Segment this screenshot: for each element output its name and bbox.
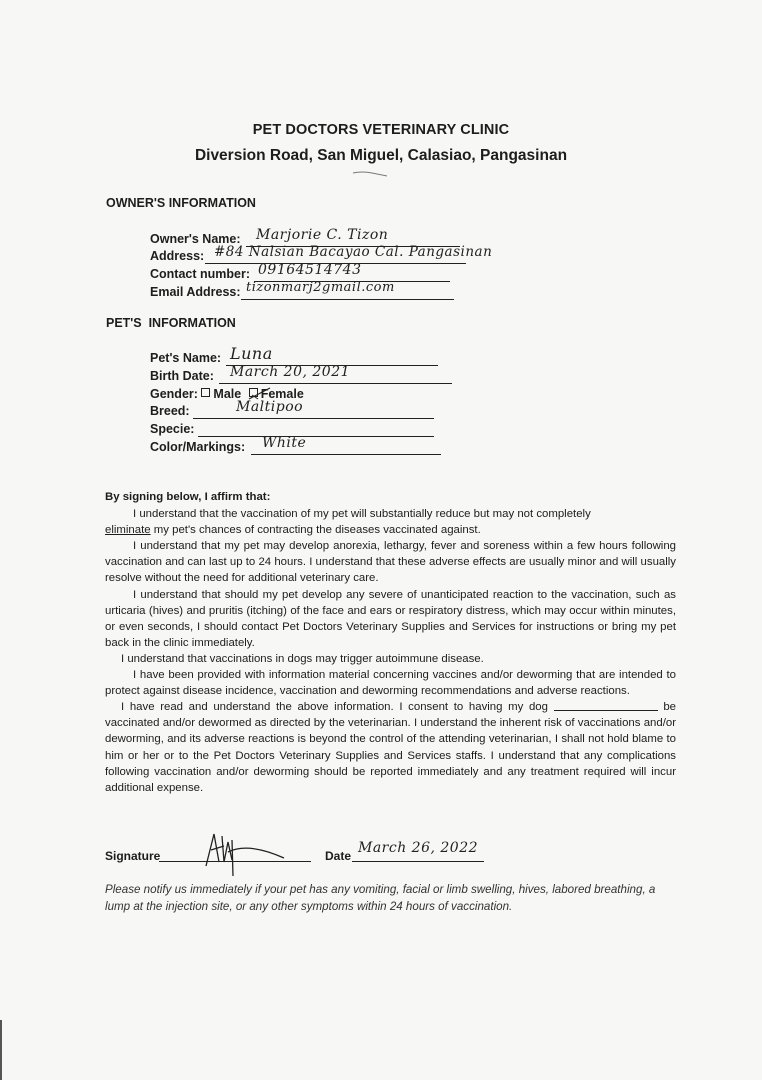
consent-paragraph-1b-rest: my pet's chances of contracting the diseases vaccinated against. — [150, 524, 481, 537]
male-option-label: Male — [213, 387, 242, 401]
consent-paragraph-1b — [105, 522, 676, 538]
pen-scribble-mark — [352, 170, 388, 178]
contact-label: Contact number: — [150, 267, 250, 281]
owner-section-title: OWNER'S INFORMATION — [106, 196, 256, 210]
email-line — [241, 299, 454, 300]
specie-line — [198, 436, 434, 437]
affirm-heading: By signing below, I affirm that: — [105, 491, 271, 503]
birth-date-label: Birth Date: — [150, 369, 214, 383]
consent-paragraph-5: I have been provided with information material concerning vaccines and/or deworming that are intended to protect against disease incidence, vaccination and deworming recommendations and adverse reactions. — [105, 669, 676, 698]
consent-paragraph-4: I understand that vaccinations in dogs may trigger autoimmune disease. — [121, 652, 484, 665]
color-label: Color/Markings: — [150, 440, 246, 454]
pet-name-value[interactable]: Luna — [230, 344, 273, 363]
email-value[interactable]: tizonmarj2gmail.com — [246, 280, 395, 295]
clinic-address: Diversion Road, San Miguel, Calasiao, Pangasinan — [194, 147, 568, 164]
birth-date-line — [219, 383, 452, 384]
consent-paragraph-1a: I understand that the vaccination of my pet will substantially reduce but may not completely — [133, 508, 591, 521]
consent-paragraph-2: I understand that my pet may develop anorexia, lethargy, fever and soreness within a few hours following vaccination and can last up to 24 hours. I understand that these adverse effects are usually minor and will usually resolve without the need for additional veterinary care. — [105, 540, 676, 585]
eliminate-word: eliminate — [105, 524, 151, 537]
dog-name-blank[interactable] — [554, 710, 658, 711]
breed-line — [193, 418, 434, 419]
pet-name-label: Pet's Name: — [150, 351, 222, 365]
consent-paragraph-6 — [105, 699, 676, 796]
male-checkbox[interactable] — [201, 388, 210, 397]
breed-value[interactable]: Maltipoo — [236, 399, 304, 415]
specie-label: Specie: — [150, 422, 195, 436]
notice-text: Please notify us immediately if your pet has any vomiting, facial or limb swelling, hives, labored breathing, a lump at the injection site, or any other symptoms within 24 hours of vaccination. — [105, 883, 656, 913]
owner-name-label: Owner's Name: — [150, 232, 241, 246]
address-label: Address: — [150, 249, 205, 263]
consent-text — [105, 489, 676, 796]
signature-mark — [178, 832, 288, 880]
contact-value[interactable]: 09164514743 — [258, 262, 362, 278]
clinic-name: PET DOCTORS VETERINARY CLINIC — [252, 122, 510, 138]
consent-paragraph-6a: I have read and understand the above information. I consent to having my dog — [121, 701, 548, 714]
gender-label: Gender: — [150, 387, 198, 401]
pet-section-title: PET'S INFORMATION — [106, 316, 236, 330]
consent-paragraph-3: I understand that should my pet develop any severe of unanticipated reaction to the vaccination, such as urticaria (hives) and pruritis (itching) of the face and ears or respiratory distress, which may occur within minutes, or even seconds, I should contact Pet Doctors Veterinary Supplies and Services for instructions or bring my pet back in the clinic immediately. — [105, 588, 676, 649]
scan-edge-mark — [0, 1020, 2, 1080]
notice — [105, 881, 665, 915]
female-option-label: Female — [260, 387, 304, 401]
email-label: Email Address: — [150, 285, 241, 299]
date-label: Date — [325, 849, 352, 863]
date-line — [352, 861, 484, 862]
signature-label: Signature — [105, 849, 161, 863]
breed-label: Breed: — [150, 404, 190, 418]
owner-name-value[interactable]: Marjorie C. Tizon — [256, 227, 389, 243]
signature-date-value[interactable]: March 26, 2022 — [358, 840, 479, 856]
address-value[interactable]: #84 Nalsian Bacayao Cal. Pangasinan — [214, 244, 493, 260]
birth-date-value[interactable]: March 20, 2021 — [230, 364, 351, 380]
color-value[interactable]: White — [262, 435, 307, 451]
color-line — [251, 454, 441, 455]
consent-paragraph-6b: be vaccinated and/or dewormed as directed by the veterinarian. I understand the inherent risk of vaccinations and/or deworming, and its adverse reactions is beyond the control of the attending veterinarian, I shall not hold blame to him or her or to the Pet Doctors Veterinary Supplies and Services staffs. I understand that any complications following vaccination and/or deworming should be reported immediately and any treatment required will incur additional expense. — [105, 701, 676, 794]
